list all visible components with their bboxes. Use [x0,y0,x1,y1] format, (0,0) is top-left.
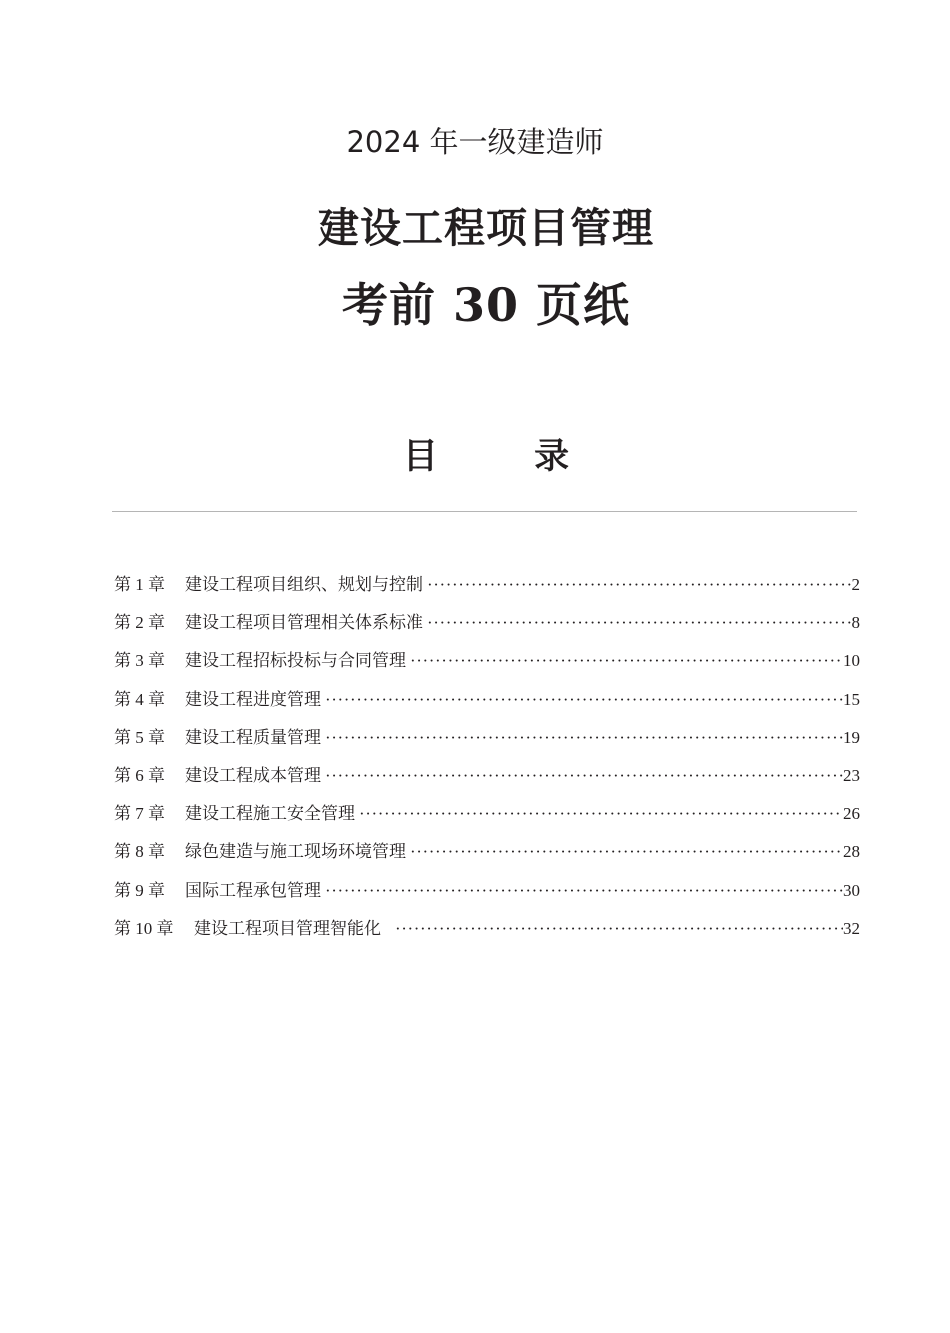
toc-chapter-number: 第 10 章 [114,918,174,938]
toc-chapter-number: 第 3 章 [114,651,165,671]
toc-dot-leader [427,604,852,642]
toc-page-number: 19 [843,727,860,747]
toc-chapter-number: 第 7 章 [114,804,165,824]
toc-entry-7[interactable] [114,795,860,833]
toc-list [114,566,860,948]
toc-dot-leader [395,910,843,948]
toc-divider [112,511,857,512]
toc-dot-leader [427,566,852,604]
toc-page-number: 23 [843,765,860,785]
toc-dot-leader [325,719,843,757]
toc-chapter-title: 国际工程承包管理 [185,880,321,900]
toc-chapter-title: 建设工程施工安全管理 [185,804,355,824]
toc-dot-leader [325,757,843,795]
toc-dot-leader [325,681,843,719]
toc-page-number: 26 [843,804,860,824]
toc-page-number: 8 [851,613,860,633]
toc-chapter-title: 建设工程项目管理智能化 [194,918,381,938]
toc-page-number: 2 [851,575,860,594]
toc-chapter-title: 建设工程成本管理 [185,765,321,785]
toc-entry-4[interactable] [114,681,860,719]
toc-page-number: 28 [843,842,860,862]
toc-entry-3[interactable] [114,642,860,680]
toc-chapter-title: 建设工程招标投标与合同管理 [185,651,406,671]
toc-page-number: 30 [843,880,860,900]
toc-heading: 目 录 [402,437,612,477]
toc-dot-leader [359,795,843,833]
toc-chapter-number: 第 6 章 [114,765,165,785]
toc-chapter-title: 建设工程项目管理相关体系标准 [185,613,423,633]
toc-chapter-title: 建设工程项目组织、规划与控制 [185,575,423,594]
toc-dot-leader [325,872,843,910]
toc-chapter-title: 绿色建造与施工现场环境管理 [185,842,406,862]
toc-page-number: 15 [843,689,860,709]
toc-chapter-title: 建设工程质量管理 [185,727,321,747]
toc-dot-leader [410,642,843,680]
toc-entry-2[interactable] [114,604,860,642]
toc-chapter-number: 第 5 章 [114,727,165,747]
toc-entry-1[interactable] [114,566,860,604]
toc-chapter-number: 第 8 章 [114,842,165,862]
toc-entry-9[interactable] [114,872,860,910]
subject-title: 建设工程项目管理 [318,204,654,252]
toc-entry-8[interactable] [114,833,860,871]
toc-chapter-number: 第 9 章 [114,880,165,900]
toc-chapter-number: 第 2 章 [114,613,165,633]
toc-chapter-number: 第 1 章 [114,575,165,594]
toc-entry-10[interactable] [114,910,860,948]
toc-chapter-title: 建设工程进度管理 [185,689,321,709]
toc-dot-leader [410,833,843,871]
toc-page-number: 10 [843,651,860,671]
toc-entry-5[interactable] [114,719,860,757]
toc-entry-6[interactable] [114,757,860,795]
toc-page-number: 32 [843,918,860,938]
toc-chapter-number: 第 4 章 [114,689,165,709]
exam-year-line: 2024 年一级建造师 [346,125,604,159]
book-title: 考前 30 页纸 [341,278,631,332]
